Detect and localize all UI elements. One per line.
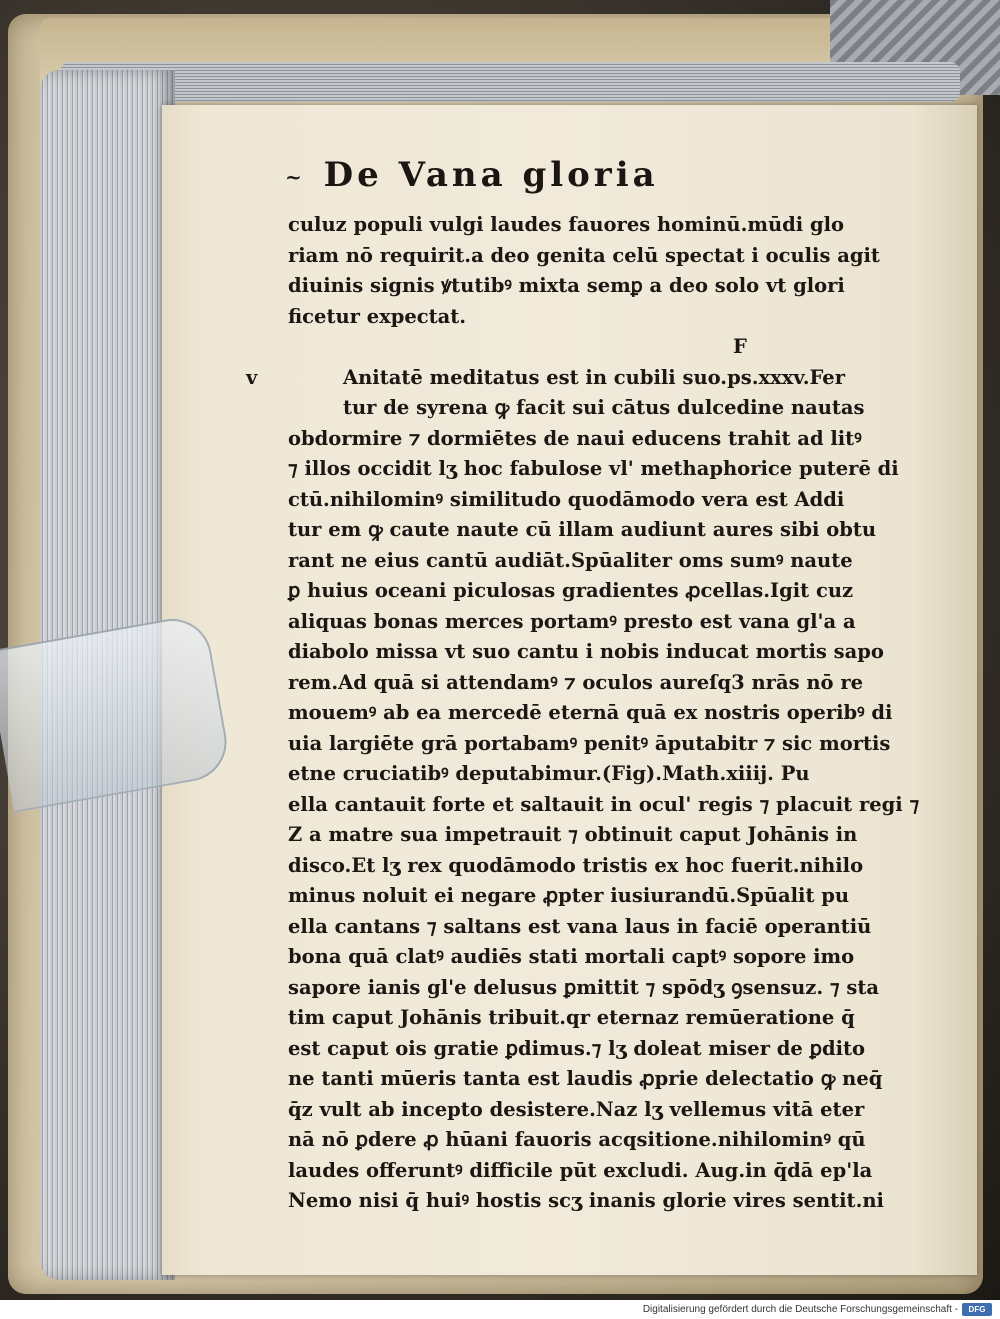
text-line: rant ne eius cantū audiāt.Spūaliter oms sumꝰ naute <box>288 548 853 572</box>
text-line: nā nō ꝑdere ꝓ hūani fauoris acqsitione.nihilominꝰ qū <box>288 1128 866 1151</box>
text-line: tim caput Johānis tribuit.qr eternaz remūeratione q̄ <box>288 1006 855 1029</box>
text-line: Nemo nisi q̄ huiꝰ hostis scʒ inanis glorie vires sentit.ni <box>288 1189 884 1212</box>
text-line-content: Anitatē meditatus est in cubili suo.ps.xxxv.Fer <box>343 365 845 389</box>
running-header <box>285 155 905 205</box>
page-block-top <box>60 62 960 102</box>
footer-bar <box>0 1300 1000 1319</box>
funding-credit: Digitalisierung gefördert durch die Deutsche Forschungsgemeinschaft - <box>642 1304 958 1315</box>
guide-initial: v <box>246 365 258 389</box>
text-line: Z a matre sua impetrauit ⁊ obtinuit caput Johānis in <box>288 823 858 846</box>
text-line: ⁊ illos occidit lʒ hoc fabulose vl' methaphorice puterē di <box>288 457 899 480</box>
text-line: obdormire ⁊ dormiētes de naui educens trahit ad litꝰ <box>288 426 862 450</box>
text-line: q̄z vult ab incepto desistere.Naz lʒ vellemus vitā eter <box>288 1097 865 1121</box>
text-line: ella cantauit forte et saltauit in ocul' regis ⁊ placuit regi ⁊ <box>288 792 920 816</box>
text-block <box>246 210 920 1217</box>
signature-mark: F <box>733 335 747 358</box>
dfg-logo: DFG <box>962 1303 992 1316</box>
text-line: rem.Ad quā si attendamꝰ ⁊ oculos aureſq3 nrās nō re <box>288 670 864 694</box>
text-line: culuz populi vulgi laudes fauores hominū.mūdi glo <box>288 213 845 236</box>
text-line <box>246 363 908 394</box>
text-line: tur de syrena ꝙ facit sui cātus dulcedine nautas <box>343 396 865 419</box>
text-line: minus noluit ei negare ꝓpter iusiurandū.Spūalit pu <box>288 884 850 907</box>
text-line: mouemꝰ ab ea mercedē eternā quā ex nostris operibꝰ di <box>288 701 893 724</box>
text-line: etne cruciatibꝰ deputabimur.(Fig).Math.xiiij. Pu <box>288 762 810 785</box>
text-line: ella cantans ⁊ saltans est vana laus in faciē operantiū <box>288 914 872 938</box>
text-line: ne tanti mūeris tanta est laudis ꝓprie delectatio ꝙ neq̄ <box>288 1067 883 1090</box>
text-line: laudes offeruntꝰ difficile pūt excludi. Aug.in q̄dā ep'la <box>288 1158 873 1182</box>
text-line: ctū.nihilominꝰ similitudo quodāmodo vera est Addi <box>288 487 845 511</box>
text-line: bona quā clatꝰ audiēs stati mortali captꝰ sopore imo <box>288 945 855 968</box>
text-line: ficetur expectat. <box>288 304 467 328</box>
text-line: diabolo missa vt suo cantu i nobis inducat mortis sapo <box>288 640 884 663</box>
text-line: aliquas bonas merces portamꝰ presto est vana gl'a a <box>288 609 856 633</box>
text-line: diuinis signis ꝟtutibꝰ mixta semꝑ a deo solo vt glori <box>288 274 845 297</box>
text-line: disco.Et lʒ rex quodāmodo tristis ex hoc fuerit.nihilo <box>288 853 864 877</box>
text-line: est caput ois gratie ꝑdimus.⁊ lʒ doleat miser de ꝑdito <box>288 1036 866 1060</box>
text-line: uia largiēte grā portabamꝰ penitꝰ āputabitr ⁊ sic mortis <box>288 731 891 755</box>
header-title: De Vana gloria <box>323 155 659 195</box>
header-mark: ~ <box>285 165 302 189</box>
text-line: tur em ꝙ caute naute cū illam audiunt aures sibi obtu <box>288 518 877 541</box>
text-line: ꝑ huius oceani piculosas gradientes ꝓcellas.Igit cuz <box>288 579 854 602</box>
text-line: riam nō requirit.a deo genita celū spectat i oculis agit <box>288 243 880 267</box>
text-line: sapore ianis gl'e delusus ꝑmittit ⁊ spōdʒ ꝯsensuz. ⁊ sta <box>288 975 880 999</box>
